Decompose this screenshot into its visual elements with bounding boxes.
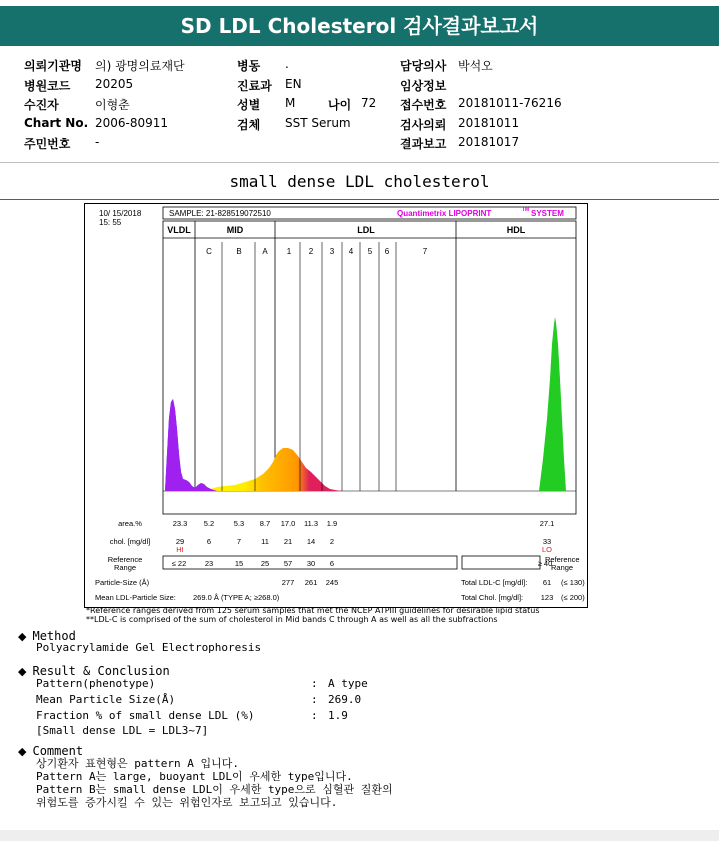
band-b: B [236,247,242,256]
chol-ldl-2: 14 [306,537,316,546]
label-sex: 성별 [237,98,261,112]
comment-line-1: 상기환자 표현형은 pattern A 입니다. [36,757,239,770]
result-value-particle-size: 269.0 [328,693,362,706]
band-1: 1 [286,247,292,256]
result-label-particle-size: Mean Particle Size(Å) [36,693,176,706]
report-date: 10/ 15/2018 [99,209,142,218]
report-time: 15: 55 [99,218,122,227]
result-note: [Small dense LDL = LDL3~7] [36,724,209,737]
report-title: SD LDL Cholesterol 검사결과보고서 [0,6,719,46]
reference-range-box-hdl [462,556,540,569]
vldl-curve [165,399,217,491]
row-label-ref-2: Range [113,563,137,572]
brand-tm: TM [522,207,530,213]
sample-id: SAMPLE: 21-828519072510 [169,209,271,218]
area-hdl: 27.1 [539,519,555,528]
comment-line-2: Pattern A는 large, buoyant LDL이 우세한 type입니다. [36,770,353,783]
label-resident-no: 주민번호 [24,137,71,151]
result-colon: : [311,693,318,706]
row-label-mean-size: Mean LDL-Particle Size: [95,593,176,602]
total-ldl-ref: (≤ 130) [561,578,585,587]
method-heading: ◆ Method [18,629,76,643]
diamond-bullet-icon: ◆ [18,745,27,758]
value-chart-no: 2006-80911 [95,116,169,130]
ref-ldl-1: 57 [283,559,293,568]
ref-mid-c: 23 [204,559,214,568]
area-ldl-3-7: 1.9 [326,519,338,528]
label-institution: 의뢰기관명 [24,59,82,73]
row-label-particle-size: Particle-Size (Å) [95,578,150,587]
value-institution: 의) 광명의료재단 [95,59,185,73]
label-receipt-no: 접수번호 [400,98,447,112]
group-ldl: LDL [357,225,375,235]
chol-mid-b: 7 [236,537,242,546]
area-ldl-2: 11.3 [303,519,319,528]
group-mid: MID [226,225,244,235]
band-5: 5 [367,247,373,256]
brand-name: Quantimetrix LIPOPRINT [397,209,492,218]
value-patient: 이형춘 [95,98,130,112]
method-text: Polyacrylamide Gel Electrophoresis [36,641,262,654]
value-request-date: 20181011 [458,116,520,130]
area-mid-a: 8.7 [259,519,271,528]
band-6: 6 [384,247,390,256]
flag-vldl-hi: HI [176,545,184,554]
value-doctor: 박석오 [458,59,493,73]
mean-size-value: 269.0 Å (TYPE A; ≥268.0) [193,593,280,602]
footnote-ldl-c: **LDL-C is comprised of the sum of cholesterol in Mid bands C through A as well as all the subfractions [86,615,498,624]
row-label-area: area.% [118,519,142,528]
band-2: 2 [308,247,314,256]
row-label-ref-1: Reference [107,555,143,564]
value-hospital-code: 20205 [95,77,134,91]
result-label-pattern: Pattern(phenotype) [36,677,156,690]
chol-mid-a: 11 [261,537,269,546]
label-department: 진료과 [237,79,272,93]
label-clinical-info: 임상정보 [400,79,447,93]
comment-heading: ◆ Comment [18,744,84,758]
value-specimen: SST Serum [285,116,351,130]
label-doctor: 담당의사 [400,59,447,73]
diamond-bullet-icon: ◆ [18,665,27,678]
brand-system: SYSTEM [531,209,564,218]
footnotes [86,606,540,624]
label-hospital-code: 병원코드 [24,79,71,93]
label-ward: 병동 [237,59,261,73]
chol-mid-c: 6 [206,537,212,546]
footnote-reference: *Reference ranges derived from 125 serum samples that met the NCEP ATPIII guidelines for desirable lipid status [86,606,540,615]
group-hdl: HDL [506,225,526,235]
area-ldl-1: 17.0 [280,519,296,528]
ldl-mid-curve [165,399,341,491]
row-label-chol: chol. [mg/dl] [109,537,151,546]
value-age: 72 [361,96,377,110]
row-label-ref-right-2: Range [551,563,574,572]
result-colon: : [311,677,318,690]
area-vldl: 23.3 [172,519,188,528]
ref-mid-b: 15 [234,559,244,568]
total-chol-ref: (≤ 200) [561,593,585,602]
total-ldl-value: 61 [542,578,552,587]
chol-ldl-3-7: 2 [329,537,335,546]
value-report-date: 20181017 [458,135,520,149]
total-ldl-label: Total LDL-C [mg/dl]: [461,578,528,587]
total-chol-label: Total Chol. [mg/dl]: [461,593,524,602]
ref-mid-a: 25 [260,559,270,568]
label-request-date: 검사의뢰 [400,118,447,132]
chol-hdl: 33 [542,537,552,546]
value-receipt-no: 20181011-76216 [458,96,562,110]
result-label-sdldl: Fraction % of small dense LDL (%) [36,709,255,722]
section-subtitle: small dense LDL cholesterol [229,172,490,191]
label-chart-no: Chart No. [24,116,89,130]
label-report-date: 결과보고 [400,137,447,151]
label-patient: 수진자 [24,98,59,112]
row-label-ref-right-1: Reference [545,555,580,564]
diamond-bullet-icon: ◆ [18,630,27,643]
lipoprint-report [84,203,588,608]
band-a: A [262,247,268,256]
subtitle-divider [0,199,719,200]
flag-hdl-lo: LO [541,545,553,554]
size-ldl-1: 277 [281,578,295,587]
size-ldl-3: 245 [325,578,339,587]
band-c: C [206,247,212,256]
ref-hdl: ≥ 40 [537,559,553,568]
area-mid-b: 5.3 [233,519,245,528]
header-divider [0,162,719,163]
comment-line-3: Pattern B는 small dense LDL이 우세한 type으로 심혈관 질환의 [36,783,393,796]
result-value-pattern: A type [328,677,368,690]
ref-vldl: ≤ 22 [171,559,187,568]
value-department: EN [285,77,302,91]
total-chol-value: 123 [540,593,554,602]
ref-ldl-2: 30 [306,559,316,568]
band-4: 4 [348,247,354,256]
comment-line-4: 위험도를 증가시킬 수 있는 위험인자로 보고되고 있습니다. [36,796,338,809]
value-sex: M [285,96,296,110]
hdl-curve [539,317,566,491]
band-3: 3 [329,247,335,256]
result-value-sdldl: 1.9 [328,709,348,722]
area-mid-c: 5.2 [203,519,215,528]
value-ward: . [285,57,289,71]
chol-vldl: 29 [175,537,185,546]
value-resident-no: - [95,135,100,149]
label-age: 나이 [328,98,352,112]
result-colon: : [311,709,318,722]
result-heading: ◆ Result & Conclusion [18,664,170,678]
label-specimen: 검체 [237,118,261,132]
size-ldl-2: 261 [304,578,318,587]
chart-frame [163,221,576,514]
ref-ldl-3-7: 6 [329,559,335,568]
chol-ldl-1: 21 [283,537,293,546]
band-7: 7 [422,247,428,256]
group-vldl: VLDL [167,225,191,235]
